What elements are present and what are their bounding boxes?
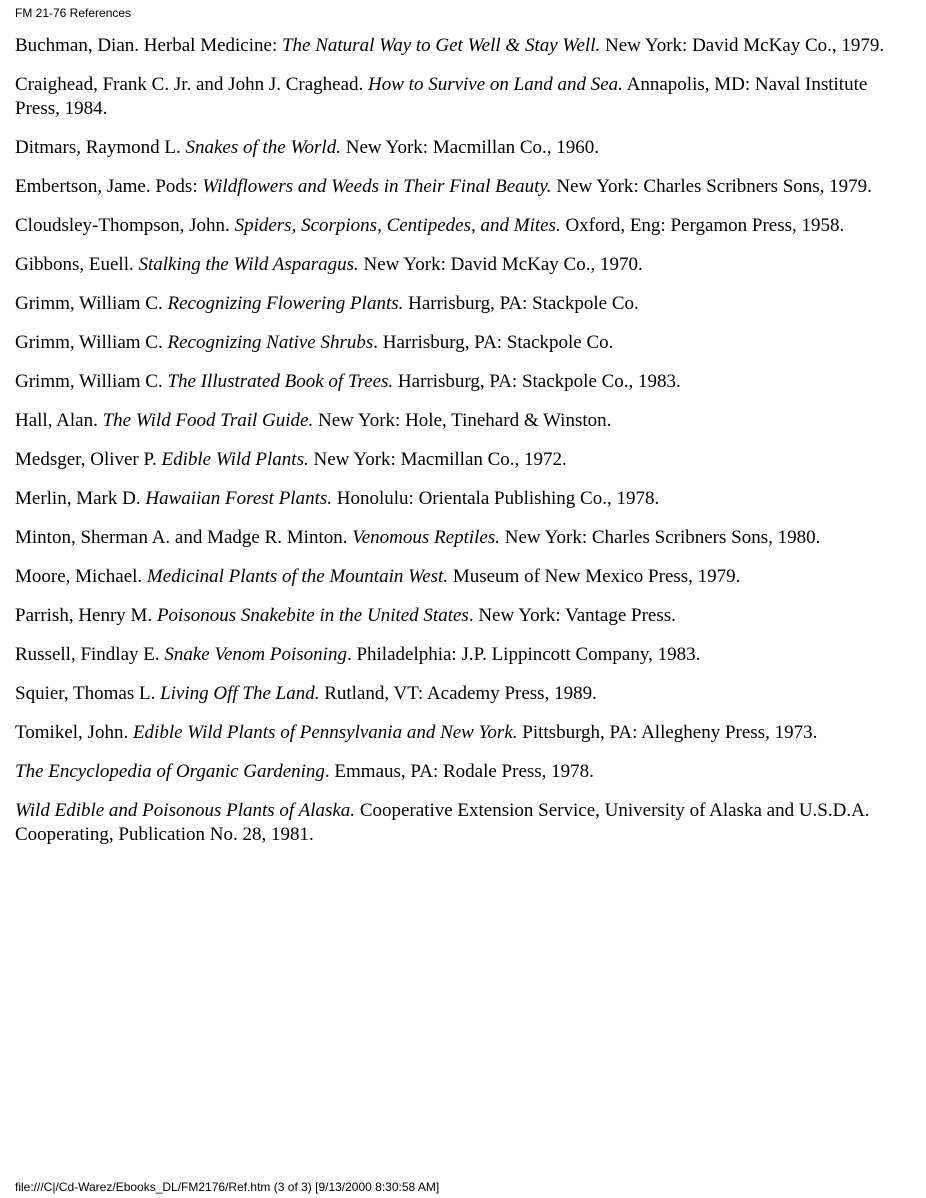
reference-publication: New York: Macmillan Co., 1960. [340,137,600,158]
reference-item [15,409,910,433]
reference-title: Hawaiian Forest Plants. [145,488,333,509]
reference-publication: New York: Charles Scribners Sons, 1980. [500,527,821,548]
reference-item [15,760,910,784]
reference-title: Snake Venom Poisoning [164,644,347,665]
reference-item [15,73,910,121]
reference-author: Ditmars, Raymond L. [15,137,186,158]
reference-item [15,565,910,589]
reference-publication: Oxford, Eng: Pergamon Press, 1958. [560,215,845,236]
reference-title: Living Off The Land. [160,683,320,704]
reference-publication: New York: David McKay Co., 1979. [600,35,885,56]
page-footer: file:///C|/Cd-Warez/Ebooks_DL/FM2176/Ref.htm (3 of 3) [9/13/2000 8:30:58 AM] [15,1180,440,1194]
reference-author: Moore, Michael. [15,566,147,587]
reference-title: Recognizing Flowering Plants. [167,293,404,314]
reference-publication: Harrisburg, PA: Stackpole Co. [403,293,639,314]
reference-title: Stalking the Wild Asparagus. [138,254,359,275]
reference-author: Craighead, Frank C. Jr. and John J. Craghead. [15,74,369,95]
reference-item [15,643,910,667]
reference-title: Edible Wild Plants. [161,449,309,470]
reference-author: Grimm, William C. [15,293,168,314]
reference-author: Russell, Findlay E. [15,644,165,665]
reference-title: Wildflowers and Weeds in Their Final Beauty. [202,176,552,197]
reference-author: Grimm, William C. [15,332,168,353]
reference-publication: New York: Macmillan Co., 1972. [308,449,567,470]
reference-title: Spiders, Scorpions, Centipedes, and Mites. [234,215,561,236]
reference-publication: . New York: Vantage Press. [468,605,676,626]
reference-publication: Museum of New Mexico Press, 1979. [448,566,741,587]
reference-item [15,34,910,58]
reference-item [15,721,910,745]
reference-title: Venomous Reptiles. [352,527,500,548]
reference-author: Squier, Thomas L. [15,683,161,704]
reference-title: Wild Edible and Poisonous Plants of Alaska. [15,800,356,821]
reference-publication: Rutland, VT: Academy Press, 1989. [319,683,597,704]
reference-publication: Harrisburg, PA: Stackpole Co., 1983. [393,371,681,392]
reference-author: Buchman, Dian. Herbal Medicine: [15,35,282,56]
reference-item [15,604,910,628]
reference-title: The Natural Way to Get Well & Stay Well. [281,35,601,56]
reference-publication: . Emmaus, PA: Rodale Press, 1978. [324,761,594,782]
reference-author: Merlin, Mark D. [15,488,146,509]
reference-author: Embertson, Jame. Pods: [15,176,203,197]
reference-author: Hall, Alan. [15,410,103,431]
reference-publication: New York: Hole, Tinehard & Winston. [313,410,612,431]
reference-publication: . Philadelphia: J.P. Lippincott Company, 1983. [346,644,701,665]
page-header: FM 21-76 References [15,6,132,20]
reference-title: The Illustrated Book of Trees. [167,371,394,392]
reference-author: Parrish, Henry M. [15,605,157,626]
reference-item [15,448,910,472]
reference-title: How to Survive on Land and Sea. [368,74,623,95]
reference-list [15,34,910,862]
reference-publication: Pittsburgh, PA: Allegheny Press, 1973. [517,722,818,743]
reference-title: Poisonous Snakebite in the United States [156,605,469,626]
reference-item [15,487,910,511]
reference-title: The Encyclopedia of Organic Gardening [15,761,325,782]
reference-publication: New York: Charles Scribners Sons, 1979. [551,176,872,197]
reference-item [15,526,910,550]
reference-author: Minton, Sherman A. and Madge R. Minton. [15,527,353,548]
reference-publication: Annapolis, MD: Naval Institute Press, 1984. [15,74,868,119]
reference-author: Medsger, Oliver P. [15,449,162,470]
reference-publication: New York: David McKay Co., 1970. [358,254,643,275]
reference-title: Edible Wild Plants of Pennsylvania and New York. [132,722,518,743]
reference-item [15,253,910,277]
reference-publication: Honolulu: Orientala Publishing Co., 1978. [332,488,660,509]
reference-item [15,292,910,316]
reference-item [15,175,910,199]
reference-publication: Cooperative Extension Service, University of Alaska and U.S.D.A. Cooperating, Publication No. 28, 1981. [15,800,870,845]
reference-author: Grimm, William C. [15,371,168,392]
reference-item [15,331,910,355]
reference-item [15,799,910,847]
reference-author: Cloudsley-Thompson, John. [15,215,235,236]
reference-item [15,214,910,238]
reference-title: Snakes of the World. [185,137,341,158]
reference-author: Gibbons, Euell. [15,254,139,275]
reference-title: The Wild Food Trail Guide. [102,410,314,431]
reference-item [15,682,910,706]
reference-title: Medicinal Plants of the Mountain West. [146,566,449,587]
reference-author: Tomikel, John. [15,722,133,743]
reference-item [15,136,910,160]
reference-title: Recognizing Native Shrubs [167,332,374,353]
reference-publication: . Harrisburg, PA: Stackpole Co. [373,332,614,353]
reference-item [15,370,910,394]
